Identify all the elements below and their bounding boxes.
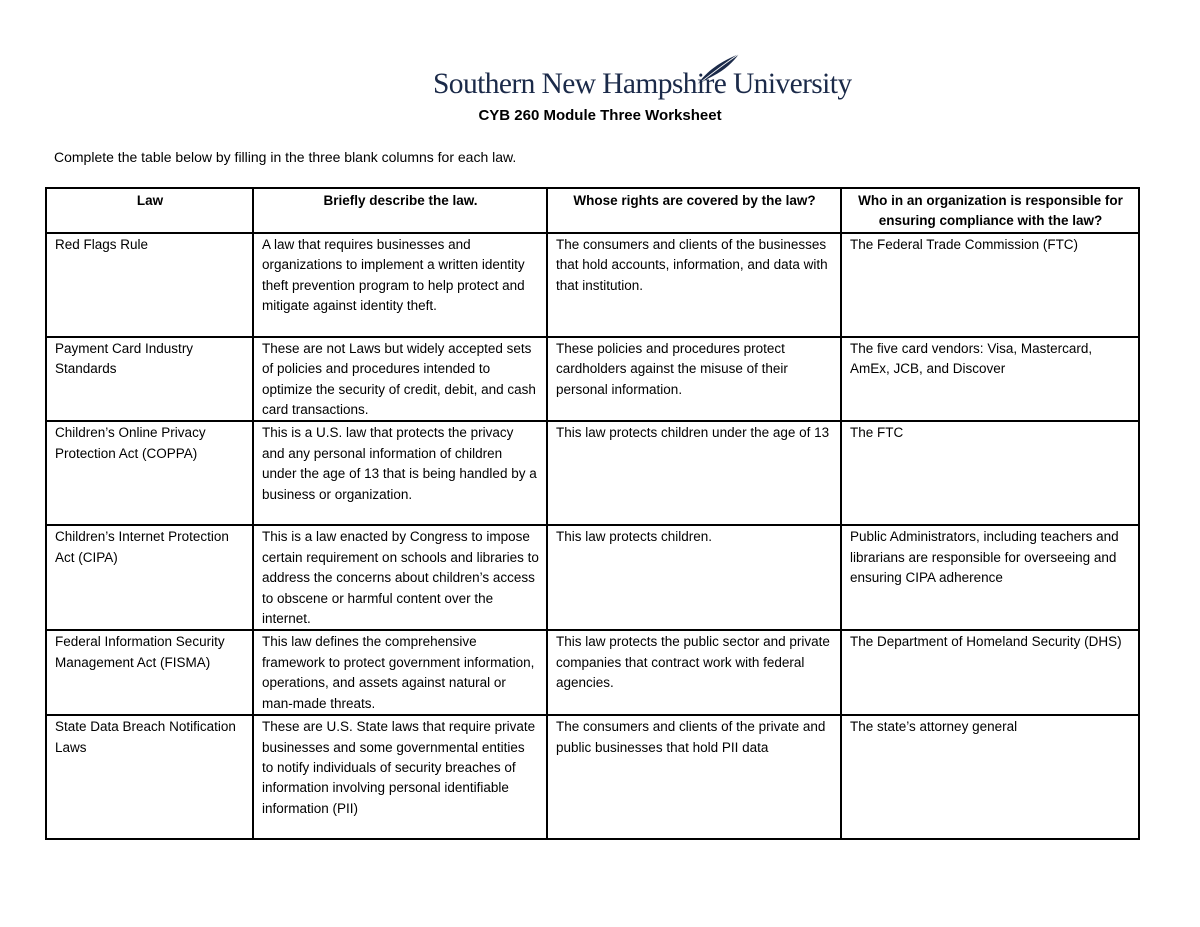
law-description-cell: These are not Laws but widely accepted sets of policies and procedures intended to optimize the security of credit, debit, and cash card transactions. [253,337,547,422]
table-row [46,233,1139,337]
law-name-cell: Payment Card Industry Standards [46,337,253,422]
law-responsible-cell: The Federal Trade Commission (FTC) [841,233,1139,337]
law-description-cell: This law defines the comprehensive framework to protect government information, operations, and assets against natural or man-made threats. [253,630,547,715]
law-name-cell: Children’s Online Privacy Protection Act (COPPA) [46,421,253,525]
law-rights-cell: This law protects children. [547,525,841,630]
page-title: CYB 260 Module Three Worksheet [478,107,722,124]
law-rights-cell: These policies and procedures protect cardholders against the misuse of their personal information. [547,337,841,422]
column-header-responsible: Who in an organization is responsible for ensuring compliance with the law? [841,188,1139,233]
law-description-cell: This is a U.S. law that protects the privacy and any personal information of children under the age of 13 that is being handled by a business or organization. [253,421,547,525]
law-description-cell: A law that requires businesses and organizations to implement a written identity theft prevention program to help protect and mitigate against identity theft. [253,233,547,337]
law-responsible-cell: The state’s attorney general [841,715,1139,839]
table-header-row [46,188,1139,233]
table-row [46,630,1139,715]
law-responsible-cell: The FTC [841,421,1139,525]
law-responsible-cell: Public Administrators, including teachers and librarians are responsible for overseeing and ensuring CIPA adherence [841,525,1139,630]
university-logo [433,52,852,104]
law-rights-cell: The consumers and clients of the private and public businesses that hold PII data [547,715,841,839]
law-name-cell: Federal Information Security Management Act (FISMA) [46,630,253,715]
law-name-cell: State Data Breach Notification Laws [46,715,253,839]
law-rights-cell: This law protects the public sector and private companies that contract work with federal agencies. [547,630,841,715]
column-header-rights: Whose rights are covered by the law? [547,188,841,233]
law-name-cell: Children’s Internet Protection Act (CIPA) [46,525,253,630]
law-responsible-cell: The Department of Homeland Security (DHS) [841,630,1139,715]
law-name-cell: Red Flags Rule [46,233,253,337]
table-row [46,421,1139,525]
law-responsible-cell: The five card vendors: Visa, Mastercard, AmEx, JCB, and Discover [841,337,1139,422]
table-row [46,715,1139,839]
university-name: Southern New Hampshire University [433,68,852,100]
column-header-description: Briefly describe the law. [253,188,547,233]
instructions-text: Complete the table below by filling in the three blank columns for each law. [54,149,517,165]
laws-table [45,187,1140,840]
law-rights-cell: The consumers and clients of the businesses that hold accounts, information, and data with that institution. [547,233,841,337]
law-description-cell: These are U.S. State laws that require private businesses and some governmental entities to notify individuals of security breaches of information involving personal identifiable information (PII) [253,715,547,839]
column-header-law: Law [46,188,253,233]
law-rights-cell: This law protects children under the age of 13 [547,421,841,525]
table-row [46,525,1139,630]
table-row [46,337,1139,422]
law-description-cell: This is a law enacted by Congress to impose certain requirement on schools and libraries to address the concerns about children’s access to obscene or harmful content over the internet. [253,525,547,630]
